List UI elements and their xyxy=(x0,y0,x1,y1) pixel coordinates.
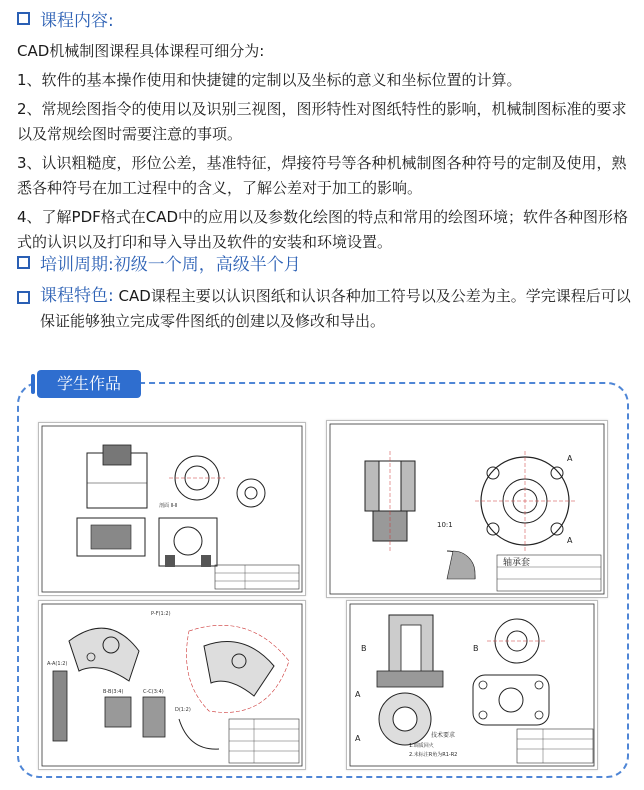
training-period-section xyxy=(17,250,634,275)
course-features-text-block xyxy=(40,284,634,334)
student-drawing-2 xyxy=(326,420,608,598)
drawing-4-label-a2: A xyxy=(355,734,361,743)
drawing-4-tech-1: 1.调质回火 xyxy=(409,743,434,749)
course-intro: CAD机械制图课程具体课程可细分为: xyxy=(17,42,265,60)
course-features-label: 课程特色: xyxy=(40,286,114,306)
drawing-3-view-d: D(1:2) xyxy=(175,707,191,713)
drawing-2-label-a2: A xyxy=(567,536,573,545)
student-works-badge: 学生作品 xyxy=(37,370,141,398)
student-drawing-4 xyxy=(346,600,598,770)
course-item-3: 3、认识粗糙度，形位公差，基准特征，焊接符号等各种机械制图各种符号的定制及使用，熟悉各种符号在加工过程中的含义，了解公差对于加工的影响。 xyxy=(17,154,627,197)
drawing-3-view-bb: B-B(3:4) xyxy=(103,689,124,695)
course-item-4: 4、了解PDF格式在CAD中的应用以及参数化绘图的特点和常用的绘图环境；软件各种图形格式的认识以及打印和导入导出及软件的安装和环境设置。 xyxy=(17,208,629,251)
training-period-label: 培训周期: xyxy=(40,255,114,275)
course-item-1: 1、软件的基本操作使用和快捷键的定制以及坐标的意义和坐标位置的计算。 xyxy=(17,71,522,89)
student-drawing-1 xyxy=(38,422,306,596)
course-content-heading xyxy=(17,6,634,31)
drawing-3-svg xyxy=(39,601,305,769)
drawing-4-tech-title: 技术要求 xyxy=(431,732,456,739)
course-features-text: CAD课程主要以认识图纸和认识各种加工符号以及公差为主。学完课程后可以保证能够独立完成零件图纸的创建以及修改和导出。 xyxy=(40,287,631,330)
square-bullet-icon xyxy=(17,12,30,25)
drawing-2-label-a1: A xyxy=(567,454,573,463)
drawing-4-label-a1: A xyxy=(355,690,361,699)
drawing-2-title: 轴承套 xyxy=(503,558,531,568)
course-content-section xyxy=(17,6,634,31)
drawing-2-svg xyxy=(327,421,607,597)
drawing-4-label-b1: B xyxy=(361,644,367,653)
square-bullet-icon xyxy=(17,291,30,304)
drawing-2-scale: 10:1 xyxy=(437,521,453,529)
training-period-heading xyxy=(17,250,634,275)
drawing-4-tech-2: 2.未标注R角为R1-R2 xyxy=(409,752,458,758)
course-content-body xyxy=(17,39,634,255)
drawing-3-view-aa: A-A(1:2) xyxy=(47,661,68,667)
course-content-title: 课程内容: xyxy=(40,11,114,31)
square-bullet-icon xyxy=(17,256,30,269)
drawing-1-svg xyxy=(39,423,305,595)
drawing-4-svg xyxy=(347,601,597,769)
course-item-2: 2、常规绘图指令的使用以及识别三视图，图形特性对图纸特性的影响，机械制图标准的要求以及常规绘图时需要注意的事项。 xyxy=(17,100,627,143)
drawing-1-section-label: 剖面 Ⅱ-Ⅱ xyxy=(159,503,178,509)
drawing-3-view-pf: P-F(1:2) xyxy=(151,611,171,617)
drawing-4-label-b2: B xyxy=(473,644,479,653)
student-drawing-3 xyxy=(38,600,306,770)
drawing-3-view-cc: C-C(3:4) xyxy=(143,689,164,695)
training-period-value: 初级一个周，高级半个月 xyxy=(113,255,301,275)
course-features-section xyxy=(17,284,634,334)
